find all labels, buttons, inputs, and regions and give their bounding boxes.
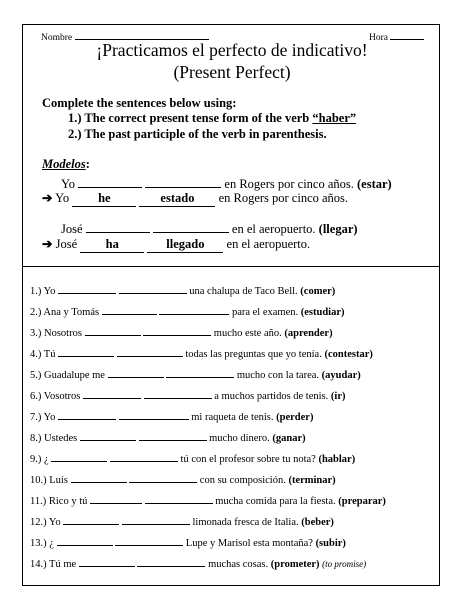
participle-blank[interactable] bbox=[122, 514, 190, 525]
participle-blank[interactable] bbox=[143, 325, 211, 336]
exercise-item bbox=[30, 409, 313, 423]
aux-blank[interactable] bbox=[57, 535, 113, 546]
exercise-prompt: 5.) Guadalupe me bbox=[30, 370, 105, 381]
exercise-item bbox=[30, 304, 345, 318]
instructions-item-1 bbox=[68, 111, 356, 126]
exercise-verb: (preparar) bbox=[338, 496, 386, 507]
aux-blank[interactable] bbox=[51, 451, 107, 462]
model-row-4 bbox=[42, 236, 310, 253]
participle-blank[interactable] bbox=[119, 283, 187, 294]
exercise-item bbox=[30, 535, 346, 549]
arrow-icon: ➔ bbox=[42, 237, 53, 251]
exercise-verb: (estudiar) bbox=[300, 307, 345, 318]
aux-blank[interactable] bbox=[90, 493, 142, 504]
model-subject: Yo bbox=[55, 191, 70, 205]
exercise-verb: (beber) bbox=[301, 517, 334, 528]
model-subject: José bbox=[55, 237, 78, 251]
aux-blank[interactable] bbox=[58, 409, 116, 420]
exercise-prompt: 2.) Ana y Tomás bbox=[30, 307, 100, 318]
exercise-verb: (prometer) bbox=[270, 559, 320, 570]
page-subtitle: (Present Perfect) bbox=[173, 62, 291, 82]
exercise-rest: mucho dinero. bbox=[209, 433, 270, 444]
exercise-item bbox=[30, 472, 336, 486]
exercise-prompt: 14.) Tú me bbox=[30, 559, 77, 570]
model-verb: (llegar) bbox=[318, 222, 358, 236]
participle-blank[interactable] bbox=[115, 535, 183, 546]
exercise-verb: (ir) bbox=[330, 391, 346, 402]
model-rest: en el aeropuerto. bbox=[231, 222, 316, 236]
instructions-item-2: 2.) The past participle of the verb in parenthesis. bbox=[68, 127, 327, 141]
exercise-rest: muchas cosas. bbox=[208, 559, 269, 570]
participle-blank[interactable] bbox=[139, 430, 207, 441]
aux-blank[interactable] bbox=[102, 304, 157, 315]
exercise-rest: mi raqueta de tenis. bbox=[191, 412, 274, 423]
exercise-verb: (comer) bbox=[300, 286, 336, 297]
participle-blank[interactable] bbox=[110, 451, 178, 462]
exercise-rest: limonada fresca de Italia. bbox=[192, 517, 299, 528]
exercise-rest: con su composición. bbox=[199, 475, 286, 486]
exercise-item bbox=[30, 430, 306, 444]
aux-blank[interactable] bbox=[83, 388, 141, 399]
models-heading-colon: : bbox=[85, 157, 90, 171]
exercise-verb: (contestar) bbox=[324, 349, 373, 360]
nombre-blank[interactable] bbox=[75, 30, 209, 40]
aux-blank[interactable] bbox=[58, 346, 114, 357]
models-heading-text: Modelos bbox=[42, 157, 86, 171]
exercise-hint: (to promise) bbox=[322, 559, 367, 569]
exercise-verb: (ganar) bbox=[272, 433, 306, 444]
exercise-rest: a muchos partidos de tenis. bbox=[214, 391, 329, 402]
exercise-item bbox=[30, 325, 333, 339]
exercise-rest: mucho con la tarea. bbox=[236, 370, 320, 381]
exercise-item bbox=[30, 388, 345, 402]
aux-blank[interactable] bbox=[85, 325, 141, 336]
exercise-item bbox=[30, 283, 335, 297]
exercise-item bbox=[30, 514, 334, 528]
exercise-item bbox=[30, 493, 386, 507]
participle-blank[interactable] bbox=[137, 556, 205, 567]
model-aux-blank bbox=[86, 219, 150, 233]
exercise-verb: (terminar) bbox=[288, 475, 336, 486]
instructions-verb-haber: “haber” bbox=[312, 111, 357, 125]
model-aux-answer: ha bbox=[80, 237, 144, 253]
model-rest: en el aeropuerto. bbox=[226, 237, 311, 251]
exercise-rest: mucha comida para la fiesta. bbox=[215, 496, 336, 507]
exercise-prompt: 10.) Luís bbox=[30, 475, 68, 486]
model-participle-answer: estado bbox=[139, 191, 215, 207]
participle-blank[interactable] bbox=[145, 493, 213, 504]
model-aux-answer: he bbox=[72, 191, 136, 207]
hora-blank[interactable] bbox=[390, 30, 424, 40]
model-rest: en Rogers por cinco años. bbox=[218, 191, 349, 205]
page-title: ¡Practicamos el perfecto de indicativo! bbox=[96, 40, 368, 60]
exercise-rest: mucho este año. bbox=[213, 328, 282, 339]
exercise-verb: (perder) bbox=[276, 412, 314, 423]
exercise-verb: (ayudar) bbox=[321, 370, 361, 381]
participle-blank[interactable] bbox=[119, 409, 189, 420]
participle-blank[interactable] bbox=[159, 304, 229, 315]
aux-blank[interactable] bbox=[108, 367, 164, 378]
participle-blank[interactable] bbox=[144, 388, 212, 399]
model-verb: (estar) bbox=[357, 177, 392, 191]
aux-blank[interactable] bbox=[80, 430, 136, 441]
exercise-prompt: 11.) Rico y tú bbox=[30, 496, 88, 507]
model-participle-blank bbox=[153, 219, 229, 233]
exercise-prompt: 8.) Ustedes bbox=[30, 433, 78, 444]
exercise-rest: para el examen. bbox=[231, 307, 299, 318]
exercise-prompt: 1.) Yo bbox=[30, 286, 56, 297]
model-row-3 bbox=[61, 219, 358, 237]
instructions-item-1-text: 1.) The correct present tense form of the verb bbox=[68, 111, 313, 125]
exercise-prompt: 9.) ¿ bbox=[30, 454, 49, 465]
participle-blank[interactable] bbox=[166, 367, 234, 378]
aux-blank[interactable] bbox=[63, 514, 119, 525]
participle-blank[interactable] bbox=[117, 346, 183, 357]
section-divider bbox=[22, 266, 440, 267]
exercise-prompt: 6.) Vosotros bbox=[30, 391, 81, 402]
exercise-rest: tú con el profesor sobre tu nota? bbox=[180, 454, 316, 465]
instructions-intro: Complete the sentences below using: bbox=[42, 96, 237, 110]
exercise-prompt: 4.) Tú bbox=[30, 349, 56, 360]
exercise-rest: Lupe y Marisol esta montaña? bbox=[185, 538, 313, 549]
exercise-rest: una chalupa de Taco Bell. bbox=[189, 286, 298, 297]
aux-blank[interactable] bbox=[71, 472, 127, 483]
model-participle-blank bbox=[145, 174, 221, 188]
model-aux-blank bbox=[78, 174, 142, 188]
exercise-verb: (aprender) bbox=[284, 328, 333, 339]
exercise-prompt: 12.) Yo bbox=[30, 517, 61, 528]
model-row-2 bbox=[42, 190, 348, 207]
exercise-item bbox=[30, 367, 361, 381]
models-heading bbox=[42, 157, 90, 172]
exercise-rest: todas las preguntas que yo tenía. bbox=[185, 349, 322, 360]
exercise-verb: (hablar) bbox=[318, 454, 356, 465]
model-subject: Yo bbox=[61, 177, 76, 191]
participle-blank[interactable] bbox=[129, 472, 197, 483]
aux-blank[interactable] bbox=[79, 556, 135, 567]
exercise-verb: (subir) bbox=[315, 538, 346, 549]
model-rest: en Rogers por cinco años. bbox=[224, 177, 354, 191]
exercise-item bbox=[30, 556, 366, 570]
exercise-prompt: 3.) Nosotros bbox=[30, 328, 82, 339]
arrow-icon: ➔ bbox=[42, 191, 53, 205]
aux-blank[interactable] bbox=[58, 283, 116, 294]
exercise-prompt: 13.) ¿ bbox=[30, 538, 54, 549]
model-subject: José bbox=[61, 222, 83, 236]
exercise-prompt: 7.) Yo bbox=[30, 412, 56, 423]
nombre-label: Nombre bbox=[41, 33, 73, 43]
hora-label: Hora bbox=[369, 33, 388, 43]
model-participle-answer: llegado bbox=[147, 237, 223, 253]
exercise-item bbox=[30, 346, 373, 360]
exercise-item bbox=[30, 451, 355, 465]
